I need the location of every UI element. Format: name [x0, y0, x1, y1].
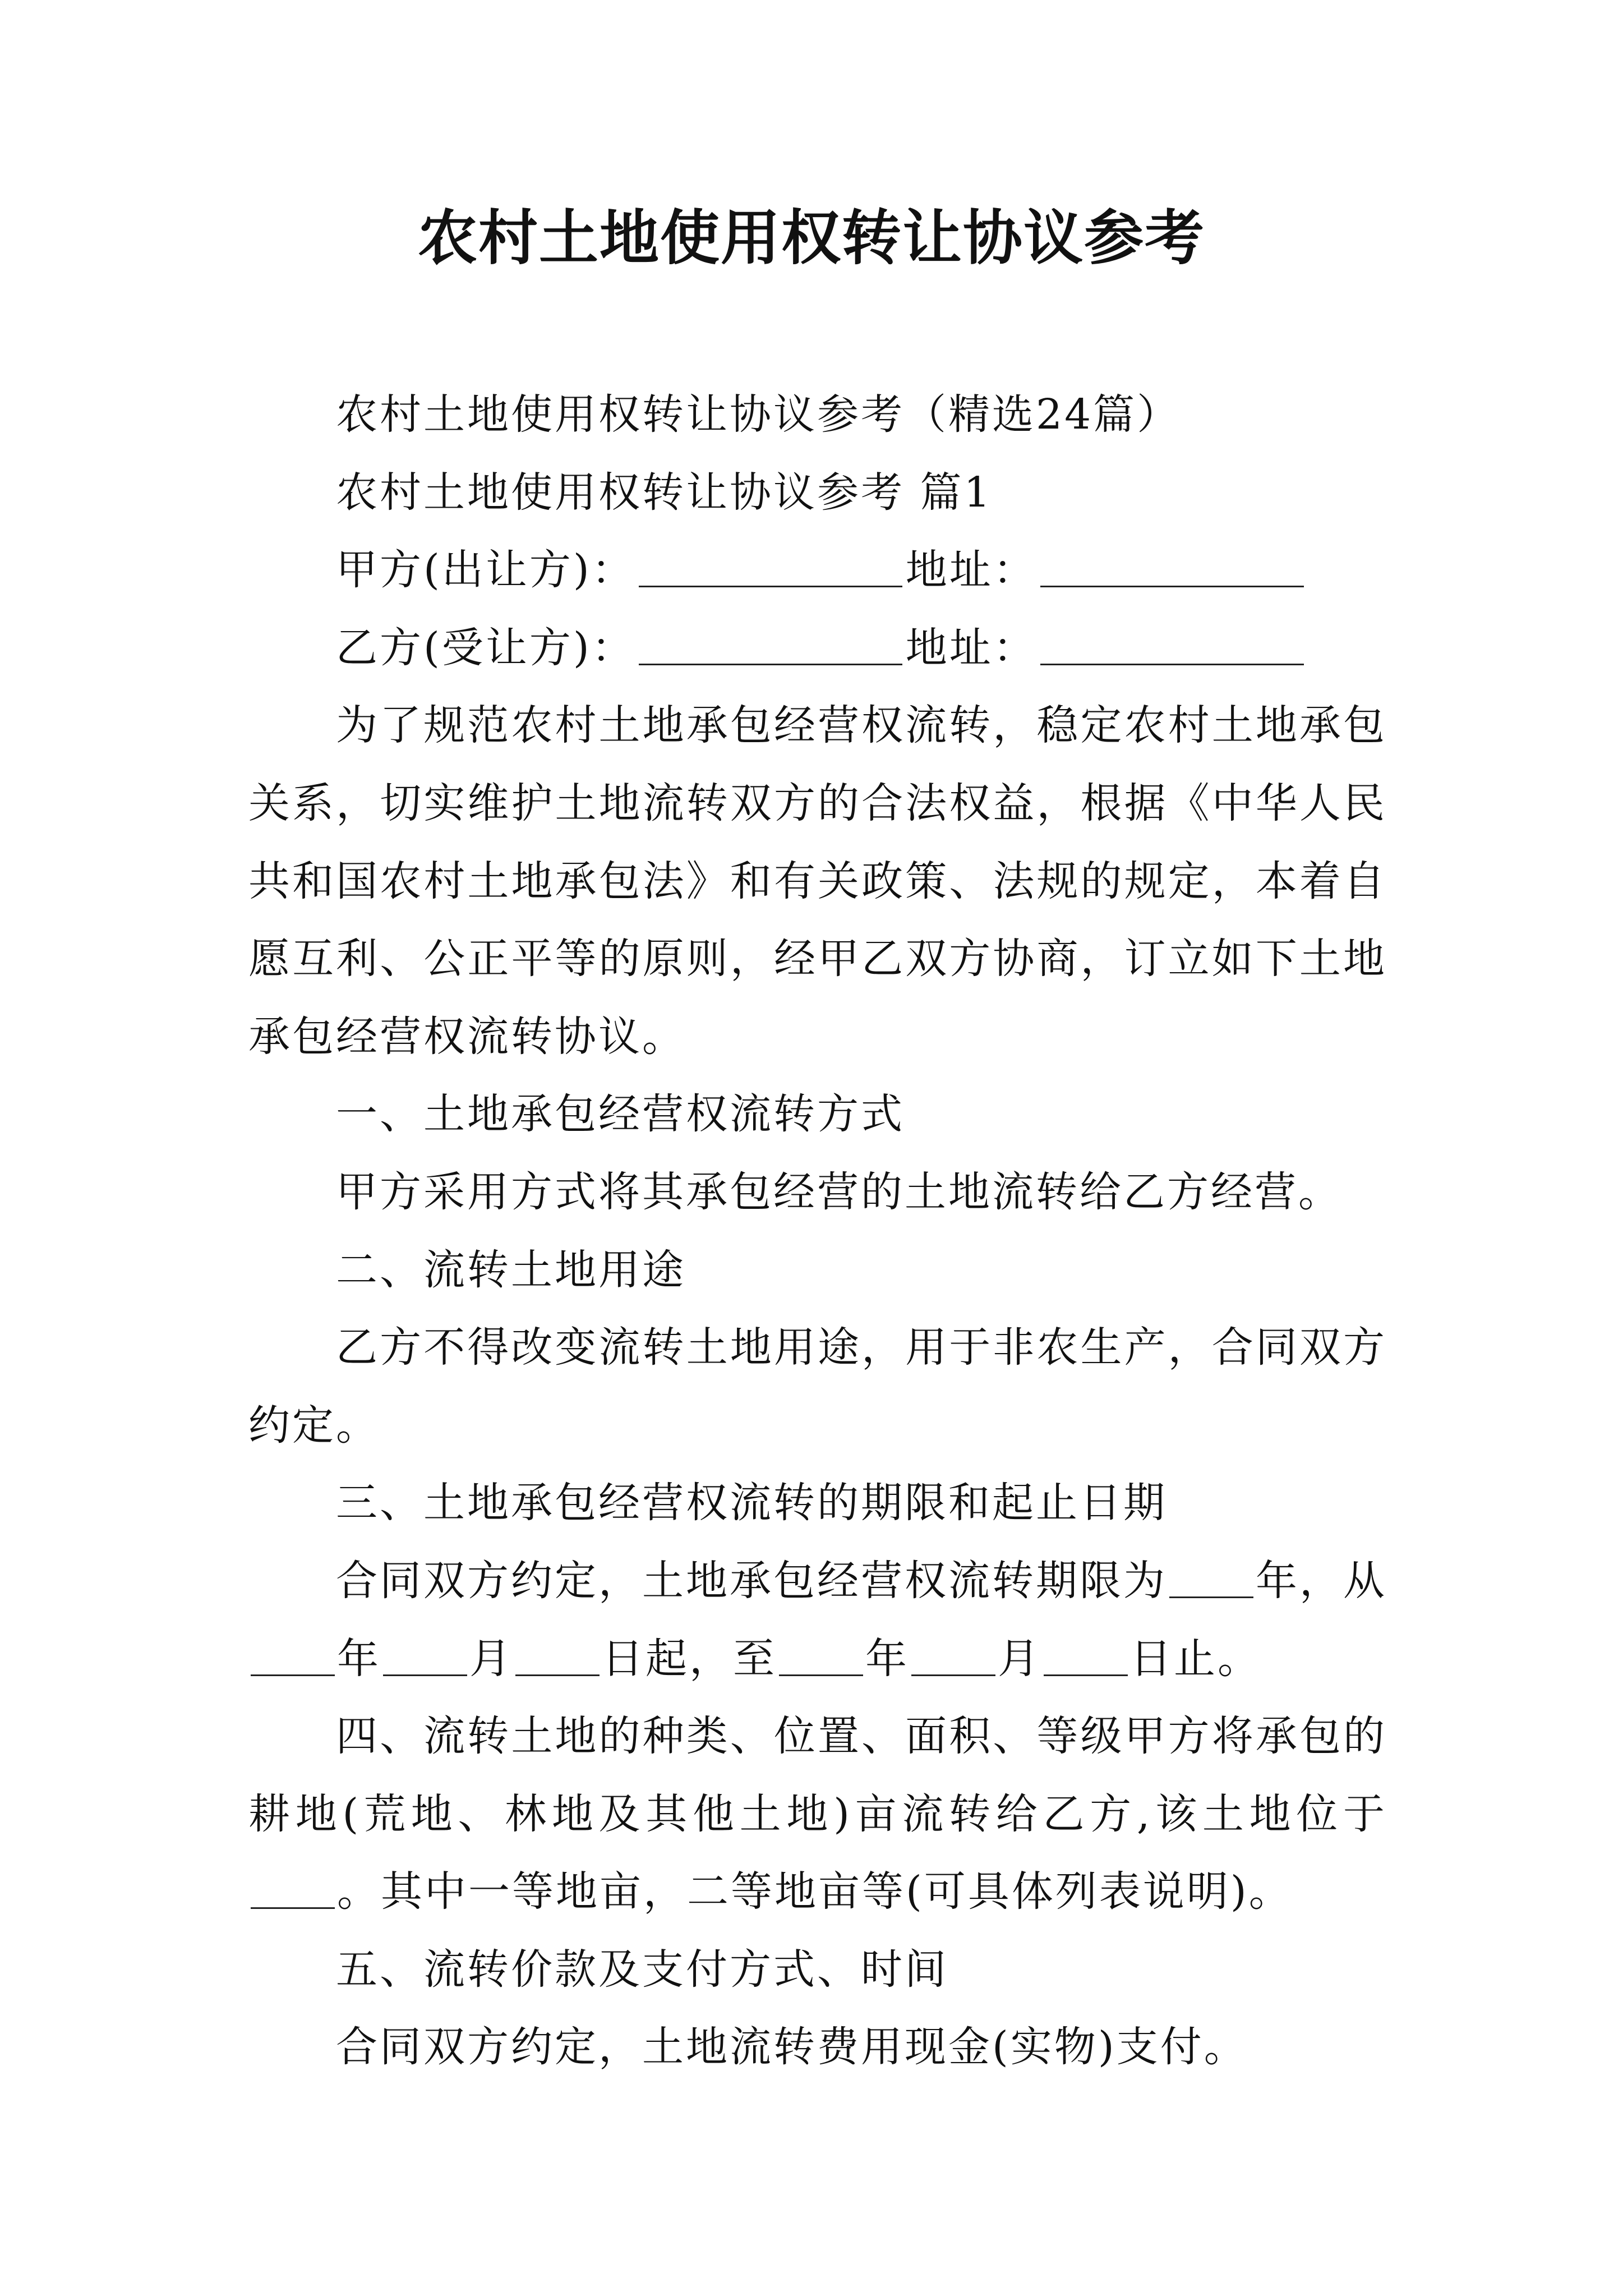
section-2-heading: 二、流转土地用途: [336, 1245, 686, 1294]
intro-paragraph: 为了规范农村土地承包经营权流转，稳定农村土地承包关系，切实维护土地流转双方的合法权益，根据《中华人民共和国农村土地承包法》和有关政策、法规的规定，本着自愿互利、公正平等的原则，经甲乙双方协商，订立如下土地承包经营权流转协议。: [248, 701, 1387, 1061]
document-body: [248, 376, 1387, 2086]
start-month-blank: [383, 1640, 467, 1676]
section-1-heading: 一、土地承包经营权流转方式: [336, 1090, 905, 1139]
end-day-blank: [1044, 1640, 1128, 1676]
section-1-text: 甲方采用方式将其承包经营的土地流转给乙方经营。: [336, 1167, 1342, 1216]
term-years-blank: [1169, 1562, 1253, 1598]
term-text-1: 合同双方约定，土地承包经营权流转期限为: [336, 1556, 1167, 1605]
term-text-2: 年，从: [1256, 1556, 1387, 1605]
section-4-text: 四、流转土地的种类、位置、面积、等级甲方将承包的耕地(荒地、林地及其他土地)亩流转给乙方,该土地位于: [248, 1712, 1387, 1838]
term-text-3: 年: [337, 1634, 381, 1683]
section-3-text: [248, 1542, 1387, 1697]
term-text-8: 日止。: [1130, 1634, 1261, 1683]
party-b-address-blank: [1040, 629, 1304, 665]
section-3-heading: 三、土地承包经营权流转的期限和起止日期: [336, 1479, 1167, 1527]
section-4-text-end: 。其中一等地亩，二等地亩等(可具体列表说明)。: [337, 1867, 1293, 1916]
document-subtitle: 农村土地使用权转让协议参考（精选24篇）: [336, 390, 1181, 439]
start-year-blank: [251, 1640, 335, 1676]
party-a-address-label: 地址：: [905, 546, 1037, 595]
party-a-name-blank: [639, 551, 902, 587]
party-b-line: [248, 609, 1387, 687]
party-b-label: 乙方(受让方)：: [336, 623, 635, 672]
section-5-text: 合同双方约定，土地流转费用现金(实物)支付。: [336, 2023, 1248, 2072]
end-year-blank: [779, 1640, 863, 1676]
term-text-7: 月: [998, 1634, 1041, 1683]
party-a-address-blank: [1040, 551, 1304, 587]
term-text-4: 月: [469, 1634, 513, 1683]
term-text-5: 日起，至: [602, 1634, 777, 1683]
term-text-6: 年: [865, 1634, 909, 1683]
party-b-name-blank: [639, 629, 902, 665]
end-month-blank: [911, 1640, 995, 1676]
party-a-line: [248, 531, 1387, 609]
section-5-heading: 五、流转价款及支付方式、时间: [336, 1945, 948, 1994]
party-a-label: 甲方(出让方)：: [336, 546, 635, 595]
land-location-blank: [251, 1872, 335, 1909]
start-day-blank: [515, 1640, 600, 1676]
chapter-heading: 农村土地使用权转让协议参考 篇1: [336, 468, 993, 517]
document-title: 农村土地使用权转让协议参考: [418, 204, 1205, 273]
section-2-text: 乙方不得改变流转土地用途，用于非农生产，合同双方约定。: [248, 1323, 1387, 1450]
section-4-paragraph: [248, 1697, 1387, 1931]
party-b-address-label: 地址：: [905, 623, 1037, 672]
